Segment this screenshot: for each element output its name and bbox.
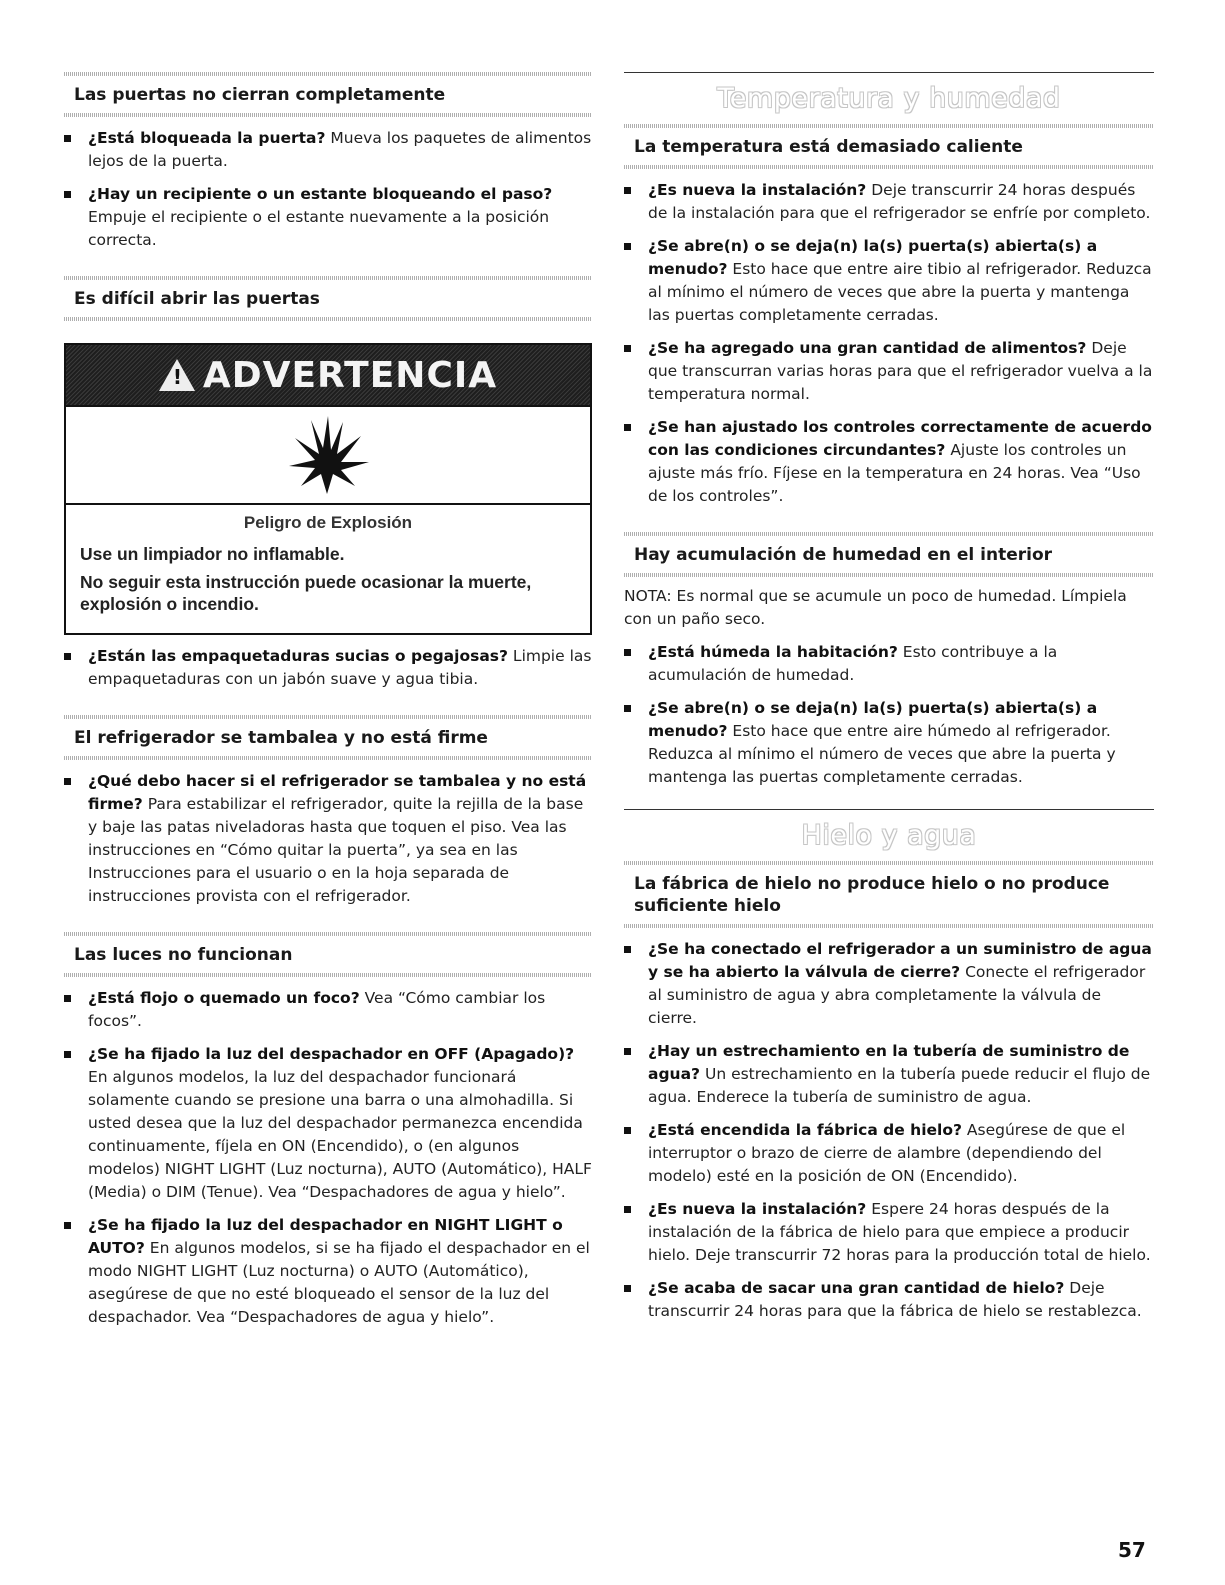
- item-answer: Mueva los paquetes de alimentos lejos de la puerta.: [88, 129, 592, 170]
- subsection-title: Es difícil abrir las puertas: [74, 289, 320, 309]
- item-answer: Deje transcurrir 24 horas para que la fábrica de hielo se restablezca.: [648, 1279, 1142, 1320]
- item-answer: Vea “Cómo cambiar los focos”.: [88, 989, 546, 1030]
- subsection-title: La fábrica de hielo no produce hielo o no produce suficiente hielo: [634, 874, 1110, 916]
- list-item: [64, 183, 592, 252]
- divider: [64, 973, 592, 977]
- item-question: ¿Se ha fijado la luz del despachador en NIGHT LIGHT o AUTO?: [88, 1216, 563, 1257]
- divider: [64, 317, 592, 321]
- bullet-square-icon: [64, 1051, 71, 1058]
- bullet-square-icon: [624, 345, 631, 352]
- divider: [64, 756, 592, 760]
- warning-line: No seguir esta instrucción puede ocasionar la muerte, explosión o incendio.: [80, 572, 532, 614]
- bullet-square-icon: [624, 1285, 631, 1292]
- subsection-title: El refrigerador se tambalea y no está firme: [74, 728, 488, 748]
- item-answer: Conecte el refrigerador al suministro de agua y abra completamente la válvula de cierre.: [648, 963, 1146, 1027]
- section-title: Temperatura y humedad: [717, 83, 1061, 114]
- divider: [64, 932, 592, 936]
- bullet-square-icon: [624, 187, 631, 194]
- item-question: ¿Se abre(n) o se deja(n) la(s) puerta(s) abierta(s) a menudo?: [648, 699, 1098, 740]
- item-answer: En algunos modelos, si se ha fijado el despachador en el modo NIGHT LIGHT (Luz nocturna) o AUTO (Automático), asegúrese de que no esté bloqueado el sensor de la luz del despachador. Vea “Despachadores de agua y hielo”.: [88, 1239, 590, 1326]
- hazard-title: Peligro de Explosión: [243, 513, 413, 532]
- item-question: ¿Hay un estrechamiento en la tubería de suministro de agua?: [648, 1042, 1130, 1083]
- divider: [624, 861, 1154, 865]
- list-item: [64, 645, 592, 691]
- item-answer: Para estabilizar el refrigerador, quite la rejilla de la base y baje las patas niveladoras hasta que toquen el piso. Vea las instrucciones en “Cómo quitar la puerta”, ya sea en las Instrucciones para el usuario o en la hoja separada de instrucciones provista con el refrigerador.: [88, 795, 584, 905]
- right-column: [624, 0, 1154, 1333]
- divider: [624, 532, 1154, 536]
- list-item: [624, 179, 1154, 225]
- bullet-square-icon: [624, 1127, 631, 1134]
- item-answer: Esto hace que entre aire tibio al refrigerador. Reduzca al mínimo el número de veces que abre la puerta y mantenga las puertas completamente cerradas.: [648, 260, 1152, 324]
- item-question: ¿Se ha conectado el refrigerador a un suministro de agua y se ha abierto la válvula de cierre?: [648, 940, 1152, 981]
- item-answer: En algunos modelos, la luz del despachador funcionará solamente cuando se presione una barra o una almohadilla. Si usted desea que la luz del despachador permanezca encendida continuamente, fíjela en ON (Encendido), o (en algunos modelos) NIGHT LIGHT (Luz nocturna), AUTO (Automático), HALF (Media) o DIM (Tenue). Vea “Despachadores de agua y hielo”.: [88, 1068, 592, 1201]
- divider: [64, 715, 592, 719]
- bullet-square-icon: [64, 1222, 71, 1229]
- divider: [64, 276, 592, 280]
- divider: [624, 124, 1154, 128]
- warning-line: Use un limpiador no inflamable.: [80, 544, 345, 564]
- bullet-square-icon: [624, 649, 631, 656]
- item-question: ¿Se acaba de sacar una gran cantidad de hielo?: [648, 1279, 1065, 1297]
- subsection-title: Hay acumulación de humedad en el interior: [634, 545, 1053, 565]
- item-question: ¿Hay un recipiente o un estante bloqueando el paso?: [88, 185, 553, 203]
- divider: [64, 72, 592, 76]
- item-answer: Esto hace que entre aire húmedo al refrigerador. Reduzca al mínimo el número de veces que abre la puerta y mantenga las puertas completamente cerradas.: [648, 722, 1116, 786]
- list-item: [624, 938, 1154, 1030]
- divider: [624, 924, 1154, 928]
- bullet-square-icon: [64, 191, 71, 198]
- warning-triangle-icon: !: [159, 359, 195, 391]
- item-answer: Deje que transcurran varias horas para que el refrigerador vuelva a la temperatura normal.: [648, 339, 1153, 403]
- warning-header: [66, 345, 590, 405]
- bullet-square-icon: [64, 135, 71, 142]
- item-answer: Espere 24 horas después de la instalación de la fábrica de hielo para que empiece a producir hielo. Deje transcurrir 72 horas para la producción total de hielo.: [648, 1200, 1151, 1264]
- list-item: [624, 337, 1154, 406]
- item-answer: Un estrechamiento en la tubería puede reducir el flujo de agua. Enderece la tubería de suministro de agua.: [648, 1065, 1151, 1106]
- item-question: ¿Es nueva la instalación?: [648, 1200, 867, 1218]
- item-question: ¿Se ha fijado la luz del despachador en OFF (Apagado)?: [88, 1045, 575, 1063]
- list-item: [624, 1198, 1154, 1267]
- list-item: [624, 1119, 1154, 1188]
- bullet-square-icon: [624, 424, 631, 431]
- subsection-title: Las luces no funcionan: [74, 945, 293, 965]
- item-question: ¿Se abre(n) o se deja(n) la(s) puerta(s) abierta(s) a menudo?: [648, 237, 1098, 278]
- list-item: [624, 641, 1154, 687]
- bullet-square-icon: [624, 243, 631, 250]
- divider: [624, 165, 1154, 169]
- list-item: [624, 235, 1154, 327]
- subsection-title: La temperatura está demasiado caliente: [634, 137, 1023, 157]
- item-question: ¿Está bloqueada la puerta?: [88, 129, 326, 147]
- item-answer: Limpie las empaquetaduras con un jabón suave y agua tibia.: [88, 647, 592, 688]
- left-column: [64, 0, 592, 1339]
- item-answer: Asegúrese de que el interruptor o brazo de cierre de alambre (dependiendo del modelo) esté en la posición de ON (Encendido).: [648, 1121, 1126, 1185]
- item-question: ¿Están las empaquetaduras sucias o pegajosas?: [88, 647, 508, 665]
- list-item: [624, 1277, 1154, 1323]
- item-answer: Deje transcurrir 24 horas después de la instalación para que el refrigerador se enfríe por completo.: [648, 181, 1151, 222]
- list-item: [64, 770, 592, 908]
- bullet-square-icon: [64, 778, 71, 785]
- item-question: ¿Se han ajustado los controles correctamente de acuerdo con las condiciones circundantes?: [648, 418, 1152, 459]
- bullet-square-icon: [624, 705, 631, 712]
- list-item: [64, 1043, 592, 1204]
- list-item: [64, 1214, 592, 1329]
- item-question: ¿Está flojo o quemado un foco?: [88, 989, 360, 1007]
- bullet-square-icon: [64, 995, 71, 1002]
- item-question: ¿Es nueva la instalación?: [648, 181, 867, 199]
- subsection-title: Las puertas no cierran completamente: [74, 85, 446, 105]
- item-answer: Ajuste los controles un ajuste más frío. Fíjese en la temperatura en 24 horas. Vea “Uso de los controles”.: [648, 441, 1141, 505]
- item-question: ¿Está húmeda la habitación?: [648, 643, 898, 661]
- bullet-square-icon: [624, 946, 631, 953]
- bullet-square-icon: [624, 1206, 631, 1213]
- item-answer: Empuje el recipiente o el estante nuevamente a la posición correcta.: [88, 208, 550, 249]
- item-question: ¿Está encendida la fábrica de hielo?: [648, 1121, 962, 1139]
- divider: [64, 113, 592, 117]
- item-question: ¿Qué debo hacer si el refrigerador se tambalea y no está firme?: [88, 772, 587, 813]
- section-title: Hielo y agua: [801, 820, 977, 851]
- explosion-icon: [66, 405, 590, 505]
- item-question: ¿Se ha agregado una gran cantidad de alimentos?: [648, 339, 1087, 357]
- page-number: 57: [1118, 1538, 1146, 1562]
- item-answer: Esto contribuye a la acumulación de humedad.: [648, 643, 1058, 684]
- list-item: [624, 697, 1154, 789]
- list-item: [624, 1040, 1154, 1109]
- note-text: NOTA: Es normal que se acumule un poco de humedad. Límpiela con un paño seco.: [624, 587, 1127, 628]
- warning-title: ADVERTENCIA: [202, 354, 498, 396]
- list-item: [64, 987, 592, 1033]
- list-item: [624, 416, 1154, 508]
- list-item: [64, 127, 592, 173]
- bullet-square-icon: [624, 1048, 631, 1055]
- divider: [624, 573, 1154, 577]
- warning-box: [64, 343, 592, 635]
- bullet-square-icon: [64, 653, 71, 660]
